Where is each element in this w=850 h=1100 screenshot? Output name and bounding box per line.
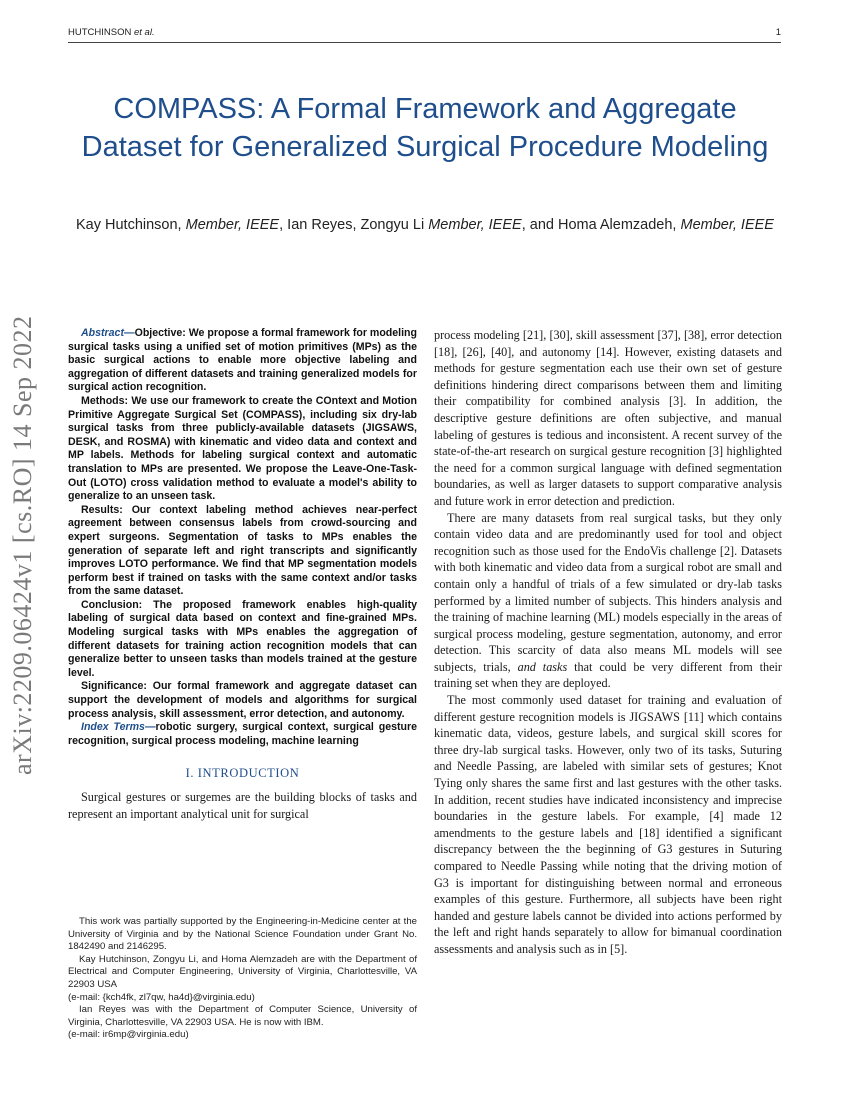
author-list: Kay Hutchinson, Member, IEEE, Ian Reyes, Zongyu Li Member, IEEE, and Homa Alemzadeh, Member, IEEE <box>76 217 774 233</box>
arxiv-identifier: arXiv:2209.06424v1 [cs.RO] 14 Sep 2022 <box>8 315 37 775</box>
running-header <box>68 27 781 41</box>
footnote-email: (e-mail: {kch4fk, zl7qw, ha4d}@virginia.edu) <box>68 991 255 1003</box>
header-rule <box>68 42 781 43</box>
right-column <box>434 327 782 958</box>
index-terms: Index Terms—robotic surgery, surgical context, surgical gesture recognition, surgical process modeling, machine learning <box>68 721 417 747</box>
body-paragraph: There are many datasets from real surgical tasks, but they only contain video data and are predominantly used for tool and object recognition such as those used for the EndoVis challenge [2]. Datasets with both kinematic and video data from a surgical robot are small and contain only a handful of trials of a few simulated or dry-lab tasks performed by a limited number of subjects. This hinders analysis and the training of machine learning (ML) models especially in the areas of surgical process modeling, gesture segmentation, autonomy, and error detection. This scarcity of data also means ML models will see subjects, trials, and tasks that could be very different from their training set when they are deployed. <box>434 510 782 691</box>
section-heading-introduction: I. INTRODUCTION <box>185 766 300 781</box>
footnotes <box>68 916 417 1042</box>
abstract-significance: Significance: Our formal framework and aggregate dataset can support the development of models and algorithms for surgical process analysis, skill assessment, error detection, and autonomy. <box>68 680 417 720</box>
footnote-affiliation-reyes: Ian Reyes was with the Department of Computer Science, University of Virginia, Charlottesville, VA 22903 USA. He is now with IBM. <box>68 1004 417 1028</box>
abstract <box>68 327 417 748</box>
footnote-affiliation: Kay Hutchinson, Zongyu Li, and Homa Alemzadeh are with the Department of Electrical and Computer Engineering, University of Virginia, Charlottesville, VA 22903 USA <box>68 953 417 990</box>
abstract-methods: Methods: We use our framework to create the COntext and Motion Primitive Aggregate Surgical Set (COMPASS), including six dry-lab surgical tasks from three publicly-available datasets (JIGSAWS, DESK, and ROSMA) with kinematic and video data and context and MP labels. Methods for labeling surgical context and automatic translation to MPs are presented. We propose the Leave-One-Task-Out (LOTO) cross validation method to evaluate a model's ability to generalize to an unseen task. <box>68 394 417 503</box>
body-paragraph: The most commonly used dataset for training and evaluation of different gesture recognition models is JIGSAWS [11] which contains kinematic data, videos, gesture labels, and surgical skill scores for three dry-lab surgical tasks. However, only two of its tasks, Suturing and Needle Passing, are labeled with similar sets of gestures; Knot Tying only shares the same first and last gestures with the other tasks. In addition, recent studies have indicated inconsistency and imprecise boundaries in the gesture labels. For example, [4] made 12 amendments to the gesture labels and [18] identified a significant discrepancy between the the beginning of G3 gestures in Suturing compared to Needle Passing while noting that the driving motion of G3 is important for distinguishing between normal and erroneous examples of this gesture. Furthermore, all subjects have been right handed and gesture labels cannot be divided into actions performed by the left and right hands separately to allow for bimanual coordination assessments and analysis such as in [5]. <box>434 693 782 956</box>
abstract-conclusion: Conclusion: The proposed framework enables high-quality labeling of surgical data based on context and fine-grained MPs. Modeling surgical tasks with MPs enables the aggregation of different datasets for training action recognition models that can generalize better to unseen tasks than models trained at the gesture level. <box>68 598 417 679</box>
abstract-results: Results: Our context labeling method achieves near-perfect agreement between consensus labels from crowd-sourcing and expert surgeons. Segmentation of tasks to MPs enables the generation of separate left and right transcripts and significantly improves LOTO performance. We find that MP segmentation models perform best if trained on tasks with the same context and/or tasks from the same dataset. <box>68 503 417 598</box>
paper-title: COMPASS: A Formal Framework and Aggregate Dataset for Generalized Surgical Procedure Modeling <box>81 93 769 163</box>
left-column <box>68 327 417 823</box>
running-header-author: HUTCHINSON et al. <box>68 27 155 38</box>
intro-paragraph: Surgical gestures or surgemes are the building blocks of tasks and represent an important analytical unit for surgical <box>68 790 417 821</box>
footnote-email-reyes: (e-mail: ir6mp@virginia.edu) <box>68 1029 189 1041</box>
abstract-objective: Abstract—Objective: We propose a formal framework for modeling surgical tasks using a unified set of motion primitives (MPs) as the basic surgical actions to enable more objective labeling and aggregation of different datasets and training generalized models for surgical action recognition. <box>68 327 417 394</box>
page-number: 1 <box>775 27 781 38</box>
footnote-funding: This work was partially supported by the Engineering-in-Medicine center at the University of Virginia and by the National Science Foundation under Grant No. 1842490 and 2146295. <box>68 916 417 953</box>
body-paragraph: process modeling [21], [30], skill assessment [37], [38], error detection [18], [26], [40], and autonomy [14]. However, existing datasets and methods for gesture segmentation each use their own set of gesture definitions hindering direct comparisons between them and limiting their compatibility for combined analysis [3]. In addition, the descriptive gesture definitions are often subjective, and manual labeling of gestures is tedious and inconsistent. A recent survey of the state-of-the-art research on surgical gesture recognition [3] highlighted the need for a common surgical language with defined segmentation boundaries, as well as larger datasets to support comparative analysis and future work in error detection and prediction. <box>434 328 782 508</box>
